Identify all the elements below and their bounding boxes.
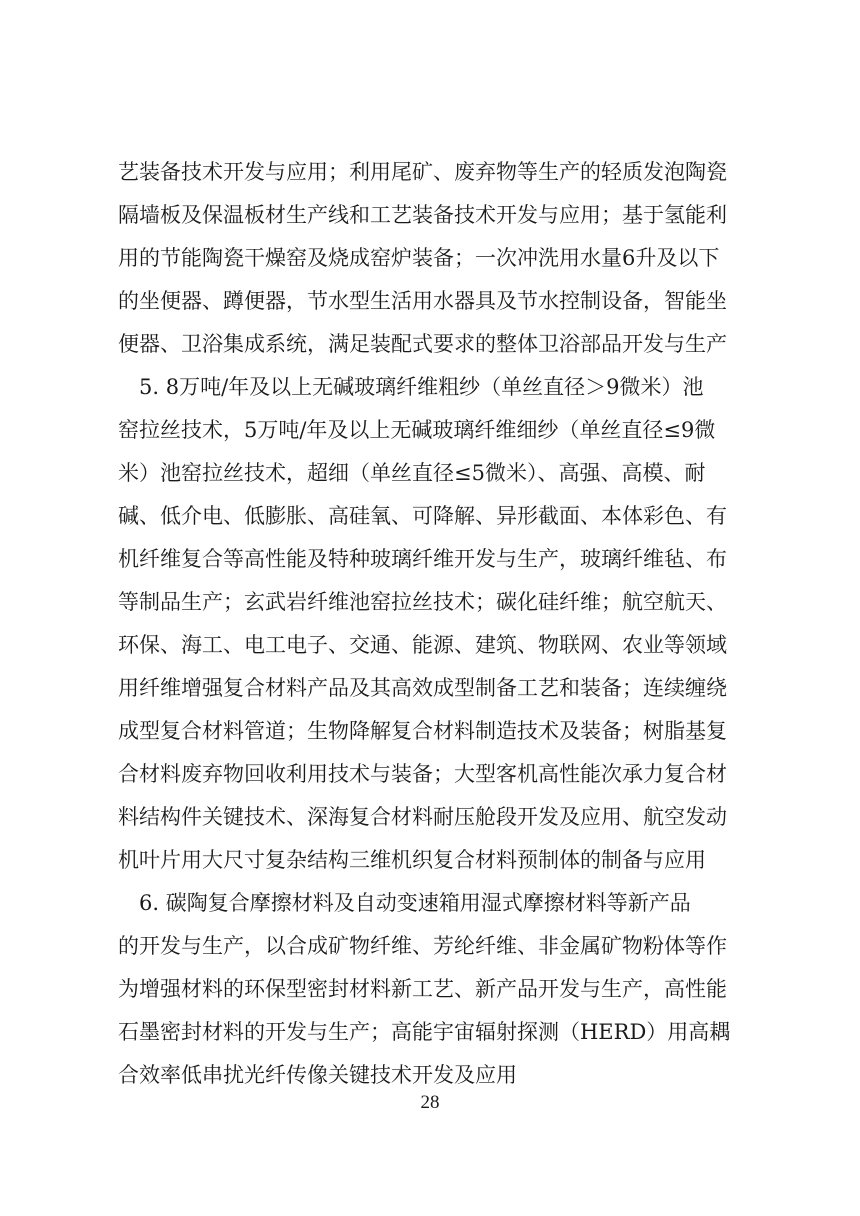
text-line: 石墨密封材料的开发与生产；高能宇宙辐射探测（HERD）用高耦 [118, 1020, 731, 1044]
text-line: 碱、低介电、低膨胀、高硅氧、可降解、异形截面、本体彩色、有 [118, 504, 727, 528]
text-line: 6. 碳陶复合摩擦材料及自动变速箱用湿式摩擦材料等新产品 [118, 891, 691, 915]
body-text [118, 151, 748, 1097]
text-line: 等制品生产；玄武岩纤维池窑拉丝技术；碳化硅纤维；航空航天、 [118, 590, 727, 614]
text-line: 便器、卫浴集成系统，满足装配式要求的整体卫浴部品开发与生产 [118, 332, 727, 356]
text-line: 环保、海工、电工电子、交通、能源、建筑、物联网、农业等领域 [118, 633, 727, 657]
text-line: 为增强材料的环保型密封材料新工艺、新产品开发与生产，高性能 [118, 977, 727, 1001]
text-line: 5. 8万吨/年及以上无碱玻璃纤维粗纱（单丝直径＞9微米）池 [118, 375, 704, 399]
text-line: 料结构件关键技术、深海复合材料耐压舱段开发及应用、航空发动 [118, 805, 727, 829]
text-line: 成型复合材料管道；生物降解复合材料制造技术及装备；树脂基复 [118, 719, 727, 743]
text-line: 米）池窑拉丝技术，超细（单丝直径≤5微米）、高强、高模、耐 [118, 461, 706, 485]
text-line: 的开发与生产，以合成矿物纤维、芳纶纤维、非金属矿物粉体等作 [118, 934, 727, 958]
text-line: 的坐便器、蹲便器，节水型生活用水器具及节水控制设备，智能坐 [118, 289, 727, 313]
text-line: 隔墙板及保温板材生产线和工艺装备技术开发与应用；基于氢能利 [118, 203, 727, 227]
text-line: 艺装备技术开发与应用；利用尾矿、废弃物等生产的轻质发泡陶瓷 [118, 160, 727, 184]
text-line: 合效率低串扰光纤传像关键技术开发及应用 [118, 1063, 517, 1087]
page-number: 28 [420, 1092, 440, 1113]
text-line: 窑拉丝技术，5万吨/年及以上无碱玻璃纤维细纱（单丝直径≤9微 [118, 418, 716, 442]
text-line: 用纤维增强复合材料产品及其高效成型制备工艺和装备；连续缠绕 [118, 676, 727, 700]
text-line: 机叶片用大尺寸复杂结构三维机织复合材料预制体的制备与应用 [118, 848, 706, 872]
text-line: 机纤维复合等高性能及特种玻璃纤维开发与生产，玻璃纤维毡、布 [118, 547, 727, 571]
text-line: 合材料废弃物回收利用技术与装备；大型客机高性能次承力复合材 [118, 762, 727, 786]
text-line: 用的节能陶瓷干燥窑及烧成窑炉装备；一次冲洗用水量6升及以下 [118, 246, 720, 270]
